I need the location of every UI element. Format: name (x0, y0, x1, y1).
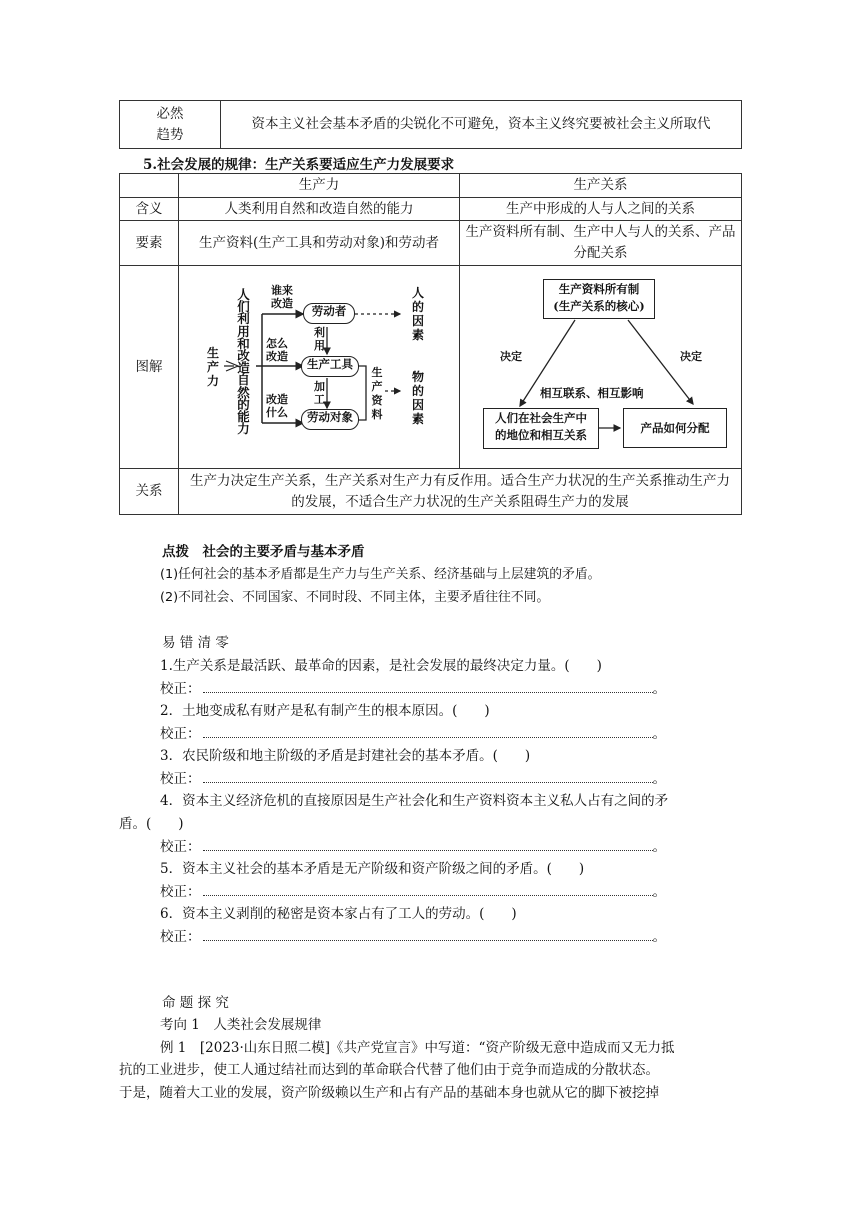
cell: 生产资料所有制、生产中人与人的关系、产品分配关系 (460, 221, 742, 266)
correction-1 (160, 677, 666, 697)
correct-label: 校正： (160, 681, 201, 697)
explore-heading: 命 题 探 究 (162, 995, 229, 1011)
cell: 生产资料(生产工具和劳动对象)和劳动者 (179, 221, 460, 266)
error-item-4-cont: 盾。( ) (119, 816, 184, 832)
example-line-2: 抗的工业进步，使工人通过结社而达到的革命联合代替了他们由于竞争而造成的分散状态。 (119, 1062, 659, 1078)
material-factor-label: 物的因素 (411, 370, 424, 426)
correct-label: 校正： (160, 771, 201, 787)
correct-label: 校正： (160, 884, 201, 900)
row-label: 图解 (120, 266, 179, 469)
error-item-6: 6．资本主义剥削的秘密是资本家占有了工人的劳动。( ) (160, 906, 517, 922)
ownership-box: 生产资料所有制 (生产关系的核心) (543, 279, 655, 319)
human-factor-label: 人的因素 (411, 286, 424, 342)
mutual-label: 相互联系、相互影响 (540, 386, 644, 400)
period: 。 (652, 884, 666, 900)
cell: 生产中形成的人与人之间的关系 (460, 198, 742, 221)
correction-5 (160, 880, 666, 900)
note-item-2: (2)不同社会、不同国家、不同时段、不同主体，主要矛盾往往不同。 (160, 590, 550, 605)
header-productivity: 生产力 (179, 174, 460, 198)
answer-line[interactable] (203, 682, 653, 693)
relations-diagram-lines (0, 0, 860, 520)
correction-6 (160, 925, 666, 945)
correct-label: 校正： (160, 839, 201, 855)
decide-right: 决定 (680, 350, 702, 363)
how-label: 怎么改造 (266, 337, 288, 363)
answer-line[interactable] (203, 727, 653, 738)
correction-4 (160, 835, 666, 855)
example-line-3: 于是，随着大工业的发展，资产阶级赖以生产和占有产品的基础本身也就从它的脚下被挖掉 (119, 1085, 659, 1101)
note-item-1: (1)任何社会的基本矛盾都是生产力与生产关系、经济基础与上层建筑的矛盾。 (160, 567, 601, 582)
process-label: 加工 (314, 380, 325, 406)
example-line-1: 例 1 [2023·山东日照二模]《共产党宣言》中写道：“资产阶级无意中造成而又无力抵 (160, 1040, 675, 1056)
trend-text: 资本主义社会基本矛盾的尖锐化不可避免，资本主义终究要被社会主义所取代 (221, 101, 742, 149)
period: 。 (652, 771, 666, 787)
row-label: 含义 (120, 198, 179, 221)
row-label: 关系 (120, 469, 179, 515)
decide-left: 决定 (500, 350, 522, 363)
labor-node: 劳动者 (303, 303, 355, 324)
use-label: 利用 (314, 326, 325, 352)
what-label: 改造什么 (266, 393, 288, 419)
productivity-left-label: 生产力 (206, 346, 219, 388)
cell: 人类利用自然和改造自然的能力 (179, 198, 460, 221)
header-relations: 生产关系 (460, 174, 742, 198)
period: 。 (652, 929, 666, 945)
error-item-2: 2．土地变成私有财产是私有制产生的根本原因。( ) (160, 703, 490, 719)
period: 。 (652, 839, 666, 855)
section5-title: 5.社会发展的规律：生产关系要适应生产力发展要求 (143, 157, 455, 173)
distribution-box: 产品如何分配 (623, 408, 727, 448)
correct-label: 校正： (160, 929, 201, 945)
tools-node: 生产工具 (301, 356, 359, 377)
errors-heading: 易 错 清 零 (162, 635, 229, 651)
means-label: 生产资料 (371, 366, 383, 421)
row-label: 要素 (120, 221, 179, 266)
note-title: 点拨 社会的主要矛盾与基本矛盾 (162, 544, 365, 560)
correction-3 (160, 767, 666, 787)
error-item-3: 3．农民阶级和地主阶级的矛盾是封建社会的基本矛盾。( ) (160, 748, 531, 764)
error-item-5: 5．资本主义社会的基本矛盾是无产阶级和资产阶级之间的矛盾。( ) (160, 861, 585, 877)
who-label: 谁来改造 (271, 284, 293, 310)
status-box: 人们在社会生产中 的地位和相互关系 (483, 408, 599, 449)
error-item-1: 1.生产关系是最活跃、最革命的因素，是社会发展的最终决定力量。( ) (160, 658, 602, 674)
trend-label: 必然 趋势 (120, 101, 221, 149)
error-item-4: 4．资本主义经济危机的直接原因是生产社会化和生产资料资本主义私人占有之间的矛 (160, 793, 669, 809)
correction-2 (160, 722, 666, 742)
vertical-label: 人们利用和改造自然的能力 (237, 287, 250, 437)
answer-line[interactable] (203, 885, 653, 896)
relation-cell: 生产力决定生产关系，生产关系对生产力有反作用。适合生产力状况的生产关系推动生产力的发展，不适合生产力状况的生产关系阻碍生产力的发展 (179, 469, 742, 515)
answer-line[interactable] (203, 930, 653, 941)
answer-line[interactable] (203, 840, 653, 851)
period: 。 (652, 726, 666, 742)
period: 。 (652, 681, 666, 697)
direction-title: 考向 1 人类社会发展规律 (160, 1017, 322, 1033)
answer-line[interactable] (203, 772, 653, 783)
object-node: 劳动对象 (301, 409, 359, 430)
correct-label: 校正： (160, 726, 201, 742)
